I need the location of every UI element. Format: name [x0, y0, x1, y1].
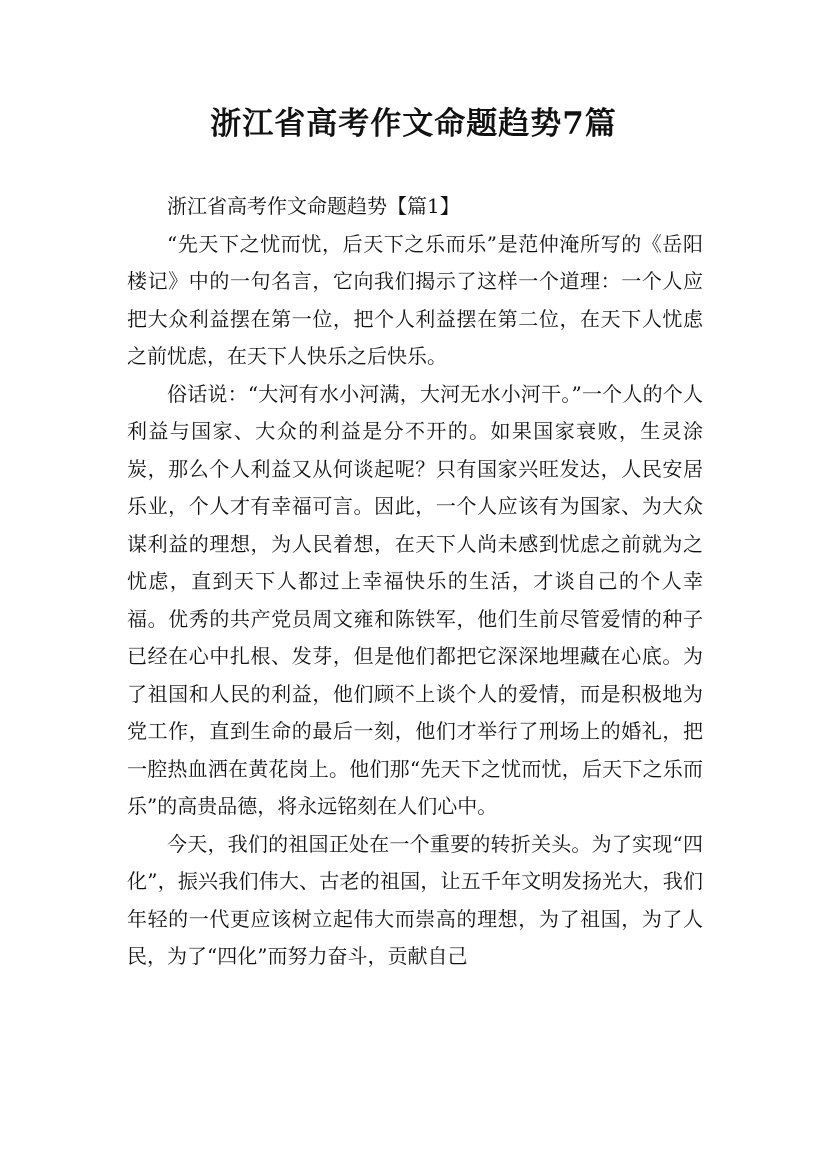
document-body [127, 188, 703, 976]
document-title: 浙江省高考作文命题趋势7篇 [210, 106, 617, 142]
paragraph: 俗话说：“大河有水小河满，大河无水小河干。”一个人的个人利益与国家、大众的利益是分不开的。如果国家衰败，生灵涂炭，那么个人利益又从何谈起呢？只有国家兴旺发达，人民安居乐业，个人才有幸福可言。因此，一个人应该有为国家、为大众谋利益的理想，为人民着想，在天下人尚未感到忧虑之前就为之忧虑，直到天下人都过上幸福快乐的生活，才谈自己的个人幸福。优秀的共产党员周文雍和陈铁军，他们生前尽管爱情的种子已经在心中扎根、发芽，但是他们都把它深深地埋藏在心底。为了祖国和人民的利益，他们顾不上谈个人的爱情，而是积极地为党工作，直到生命的最后一刻，他们才举行了刑场上的婚礼，把一腔热血洒在黄花岗上。他们那“先天下之忧而忧，后天下之乐而乐”的高贵品德，将永远铭刻在人们心中。 [127, 381, 703, 818]
paragraph: “先天下之忧而忧，后天下之乐而乐”是范仲淹所写的《岳阳楼记》中的一句名言，它向我们揭示了这样一个道理：一个人应把大众利益摆在第一位，把个人利益摆在第二位，在天下人忧虑之前忧虑，在天下人快乐之后快乐。 [127, 231, 703, 368]
section-heading: 浙江省高考作文命题趋势【篇1】 [167, 194, 460, 218]
paragraph: 今天，我们的祖国正处在一个重要的转折关头。为了实现“四化”，振兴我们伟大、古老的祖国，让五千年文明发扬光大，我们年轻的一代更应该树立起伟大而崇高的理想，为了祖国，为了人民，为了“四化”而努力奋斗，贡献自己 [127, 831, 703, 968]
